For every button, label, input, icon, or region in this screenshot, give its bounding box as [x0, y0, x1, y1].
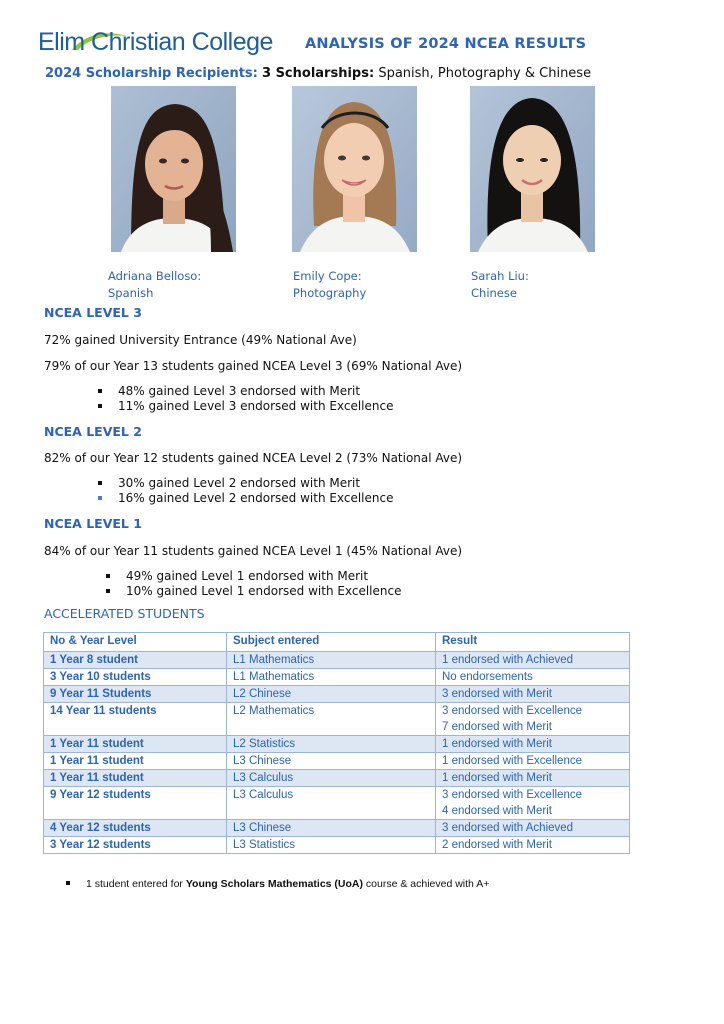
table-cell: L1 Mathematics [227, 652, 436, 669]
table-cell: L2 Mathematics [227, 703, 436, 736]
table-row [44, 686, 630, 703]
recipient-subject: Chinese [471, 286, 517, 300]
table-cell: L2 Chinese [227, 686, 436, 703]
scholarship-count: 3 Scholarships: [262, 66, 375, 81]
footnote-pre: 1 student entered for [86, 878, 186, 890]
level2-bullets [96, 476, 393, 506]
table-row [44, 820, 630, 837]
accelerated-table [43, 632, 630, 854]
result-line: 3 endorsed with Achieved [442, 822, 574, 834]
recipient-caption-1 [108, 268, 201, 302]
table-row [44, 736, 630, 753]
level3-pass-text: 79% of our Year 13 students gained NCEA Level 3 (69% National Ave) [44, 359, 463, 373]
bullet-icon [66, 881, 70, 885]
level3-ue-text: 72% gained University Entrance (49% National Ave) [44, 333, 357, 347]
table-cell: L3 Chinese [227, 753, 436, 770]
table-cell: L1 Mathematics [227, 669, 436, 686]
list-item: 49% gained Level 1 endorsed with Merit [104, 569, 401, 584]
list-item: 16% gained Level 2 endorsed with Excellence [96, 491, 393, 506]
result-line: 7 endorsed with Merit [442, 721, 552, 733]
level2-pass-text: 82% of our Year 12 students gained NCEA Level 2 (73% National Ave) [44, 451, 463, 465]
table-row [44, 837, 630, 854]
table-cell [436, 820, 630, 837]
recipient-photo-3 [470, 86, 595, 252]
table-cell: 9 Year 12 students [44, 787, 227, 820]
level3-heading: NCEA LEVEL 3 [44, 305, 142, 320]
result-line: 1 endorsed with Merit [442, 772, 552, 784]
recipient-photo-2 [292, 86, 417, 252]
table-row [44, 703, 630, 736]
table-cell [436, 652, 630, 669]
recipient-photo-1 [111, 86, 236, 252]
table-cell: 1 Year 11 student [44, 736, 227, 753]
level2-heading: NCEA LEVEL 2 [44, 424, 142, 439]
table-row [44, 652, 630, 669]
table-cell [436, 703, 630, 736]
table-cell: L3 Calculus [227, 770, 436, 787]
table-cell: L2 Statistics [227, 736, 436, 753]
recipient-subject: Spanish [108, 286, 154, 300]
result-line: 3 endorsed with Merit [442, 688, 552, 700]
table-cell [436, 770, 630, 787]
list-item: 30% gained Level 2 endorsed with Merit [96, 476, 393, 491]
level1-bullets [104, 569, 401, 599]
table-cell: 4 Year 12 students [44, 820, 227, 837]
column-header: Subject entered [227, 633, 436, 652]
result-line: 1 endorsed with Merit [442, 738, 552, 750]
column-header: Result [436, 633, 630, 652]
table-cell: L3 Calculus [227, 787, 436, 820]
table-header-row [44, 633, 630, 652]
table-cell: 3 Year 10 students [44, 669, 227, 686]
recipient-caption-3 [471, 268, 529, 302]
scholarship-summary [45, 66, 591, 81]
table-cell: 3 Year 12 students [44, 837, 227, 854]
table-cell: 1 Year 11 student [44, 753, 227, 770]
scholarship-label: 2024 Scholarship Recipients: [45, 66, 258, 81]
table-cell [436, 736, 630, 753]
recipient-name: Emily Cope: [293, 269, 362, 283]
page-title: ANALYSIS OF 2024 NCEA RESULTS [305, 36, 587, 52]
table-cell: L3 Statistics [227, 837, 436, 854]
table-cell [436, 837, 630, 854]
accelerated-title: ACCELERATED STUDENTS [44, 606, 205, 621]
recipient-name: Sarah Liu: [471, 269, 529, 283]
result-line: 3 endorsed with Excellence [442, 705, 582, 717]
result-line: 2 endorsed with Merit [442, 839, 552, 851]
level1-heading: NCEA LEVEL 1 [44, 516, 142, 531]
result-line: 1 endorsed with Excellence [442, 755, 582, 767]
table-row [44, 669, 630, 686]
recipient-name: Adriana Belloso: [108, 269, 202, 283]
table-cell [436, 753, 630, 770]
table-cell: 9 Year 11 Students [44, 686, 227, 703]
table-cell: 14 Year 11 students [44, 703, 227, 736]
table-row [44, 787, 630, 820]
recipient-subject: Photography [293, 286, 367, 300]
footnote-course: Young Scholars Mathematics (UoA) [185, 878, 363, 890]
table-cell [436, 787, 630, 820]
recipient-caption-2 [293, 268, 366, 302]
result-line: 1 endorsed with Achieved [442, 654, 574, 666]
column-header: No & Year Level [44, 633, 227, 652]
level1-pass-text: 84% of our Year 11 students gained NCEA Level 1 (45% National Ave) [44, 544, 463, 558]
footnote [66, 878, 489, 890]
result-line: 4 endorsed with Merit [442, 805, 552, 817]
logo-text: Elim Christian College [38, 28, 273, 56]
table-row [44, 770, 630, 787]
result-line: 3 endorsed with Excellence [442, 789, 582, 801]
table-cell [436, 686, 630, 703]
list-item: 11% gained Level 3 endorsed with Excellence [96, 399, 393, 414]
table-cell: 1 Year 11 student [44, 770, 227, 787]
table-cell [436, 669, 630, 686]
footnote-post: course & achieved with A+ [363, 878, 490, 890]
table-cell: 1 Year 8 student [44, 652, 227, 669]
level3-bullets [96, 384, 393, 414]
list-item: 10% gained Level 1 endorsed with Excellence [104, 584, 401, 599]
result-line: No endorsements [442, 671, 533, 683]
table-row [44, 753, 630, 770]
table-cell: L3 Chinese [227, 820, 436, 837]
list-item: 48% gained Level 3 endorsed with Merit [96, 384, 393, 399]
scholarship-subjects: Spanish, Photography & Chinese [378, 66, 592, 81]
